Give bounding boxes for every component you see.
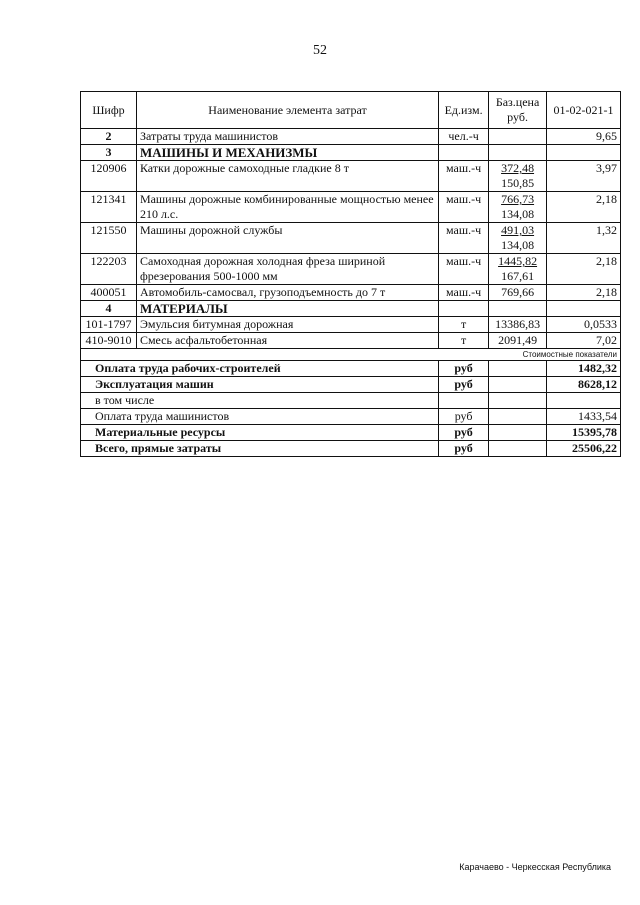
summary-value: 15395,78 <box>547 425 621 441</box>
summary-unit: руб <box>439 361 489 377</box>
price-labor: 134,08 <box>501 238 535 252</box>
empty-cell <box>489 425 547 441</box>
row-price <box>489 192 547 223</box>
row-code: 121341 <box>81 192 137 223</box>
price-base: 491,03 <box>501 223 535 237</box>
table-row <box>81 333 621 349</box>
row-norm: 2,18 <box>547 285 621 301</box>
header-norm: 01-02-021-1 <box>547 92 621 129</box>
price-base: 1445,82 <box>498 254 538 268</box>
row-price: 2091,49 <box>489 333 547 349</box>
row-name: Автомобиль-самосвал, грузоподъемность до 7 т <box>136 285 438 301</box>
summary-value: 25506,22 <box>547 441 621 457</box>
row-name: Эмульсия битумная дорожная <box>136 317 438 333</box>
row-norm: 1,32 <box>547 223 621 254</box>
section-title: МАШИНЫ И МЕХАНИЗМЫ <box>136 145 438 161</box>
table-header-row <box>81 92 621 129</box>
empty-cell <box>489 361 547 377</box>
row-code: 101-1797 <box>81 317 137 333</box>
cost-label-row <box>81 349 621 361</box>
empty-cell <box>489 145 547 161</box>
row-norm: 2,18 <box>547 254 621 285</box>
price-base: 766,73 <box>501 192 535 206</box>
summary-name: Всего, прямые затраты <box>81 441 439 457</box>
row-name: Машины дорожной службы <box>136 223 438 254</box>
summary-unit: руб <box>439 441 489 457</box>
row-unit: маш.-ч <box>439 223 489 254</box>
row-unit: маш.-ч <box>439 161 489 192</box>
row-name: Катки дорожные самоходные гладкие 8 т <box>136 161 438 192</box>
summary-row <box>81 377 621 393</box>
row-norm: 3,97 <box>547 161 621 192</box>
empty-cell <box>547 301 621 317</box>
summary-row <box>81 425 621 441</box>
empty-cell <box>489 409 547 425</box>
row-price: 13386,83 <box>489 317 547 333</box>
row-name: Смесь асфальтобетонная <box>136 333 438 349</box>
empty-cell <box>489 393 547 409</box>
section-title: МАТЕРИАЛЫ <box>136 301 438 317</box>
price-labor: 150,85 <box>501 176 535 190</box>
row-norm: 2,18 <box>547 192 621 223</box>
section-code: 4 <box>81 301 137 317</box>
row-norm: 0,0533 <box>547 317 621 333</box>
footer-region: Карачаево - Черкесская Республика <box>459 862 611 872</box>
summary-value: 1433,54 <box>547 409 621 425</box>
summary-name: Оплата труда машинистов <box>81 409 439 425</box>
empty-cell <box>439 145 489 161</box>
row-price: 769,66 <box>489 285 547 301</box>
empty-cell <box>439 393 489 409</box>
summary-name: в том числе <box>81 393 439 409</box>
summary-name: Материальные ресурсы <box>81 425 439 441</box>
empty-cell <box>489 301 547 317</box>
row-name: Самоходная дорожная холодная фреза шириной фрезерования 500-1000 мм <box>136 254 438 285</box>
row-code: 122203 <box>81 254 137 285</box>
table-row <box>81 285 621 301</box>
empty-cell <box>489 377 547 393</box>
section-code: 3 <box>81 145 137 161</box>
row-unit: т <box>439 317 489 333</box>
table-row <box>81 317 621 333</box>
row-code: 400051 <box>81 285 137 301</box>
header-name: Наименование элемента затрат <box>136 92 438 129</box>
summary-unit: руб <box>439 425 489 441</box>
row-code: 121550 <box>81 223 137 254</box>
header-unit: Ед.изм. <box>439 92 489 129</box>
section-row <box>81 145 621 161</box>
row-price <box>489 223 547 254</box>
row-unit: маш.-ч <box>439 254 489 285</box>
row-code: 410-9010 <box>81 333 137 349</box>
summary-name: Оплата труда рабочих-строителей <box>81 361 439 377</box>
table-row <box>81 129 621 145</box>
summary-value: 8628,12 <box>547 377 621 393</box>
row-price <box>489 254 547 285</box>
row-norm: 7,02 <box>547 333 621 349</box>
cost-table <box>80 91 621 457</box>
row-name: Машины дорожные комбинированные мощностью менее 210 л.с. <box>136 192 438 223</box>
summary-row <box>81 361 621 377</box>
empty-cell <box>547 393 621 409</box>
header-price: Баз.цена руб. <box>489 92 547 129</box>
summary-unit: руб <box>439 409 489 425</box>
summary-value: 1482,32 <box>547 361 621 377</box>
empty-cell <box>439 301 489 317</box>
price-labor: 167,61 <box>501 269 535 283</box>
row-unit: маш.-ч <box>439 192 489 223</box>
table-row <box>81 254 621 285</box>
empty-cell <box>547 145 621 161</box>
price-base: 372,48 <box>501 161 535 175</box>
empty-cell <box>489 441 547 457</box>
header-code: Шифр <box>81 92 137 129</box>
section-row <box>81 301 621 317</box>
row-norm: 9,65 <box>547 129 621 145</box>
summary-row <box>81 409 621 425</box>
cost-indicators-label: Стоимостные показатели <box>81 349 621 361</box>
summary-name: Эксплуатация машин <box>81 377 439 393</box>
row-unit: маш.-ч <box>439 285 489 301</box>
table-row <box>81 192 621 223</box>
row-name: Затраты труда машинистов <box>136 129 438 145</box>
summary-row <box>81 393 621 409</box>
summary-unit: руб <box>439 377 489 393</box>
row-unit: чел.-ч <box>439 129 489 145</box>
row-code: 2 <box>81 129 137 145</box>
price-labor: 134,08 <box>501 207 535 221</box>
table-row <box>81 223 621 254</box>
summary-row <box>81 441 621 457</box>
row-price <box>489 129 547 145</box>
page-number: 52 <box>313 43 327 58</box>
table-row <box>81 161 621 192</box>
row-code: 120906 <box>81 161 137 192</box>
row-price <box>489 161 547 192</box>
row-unit: т <box>439 333 489 349</box>
